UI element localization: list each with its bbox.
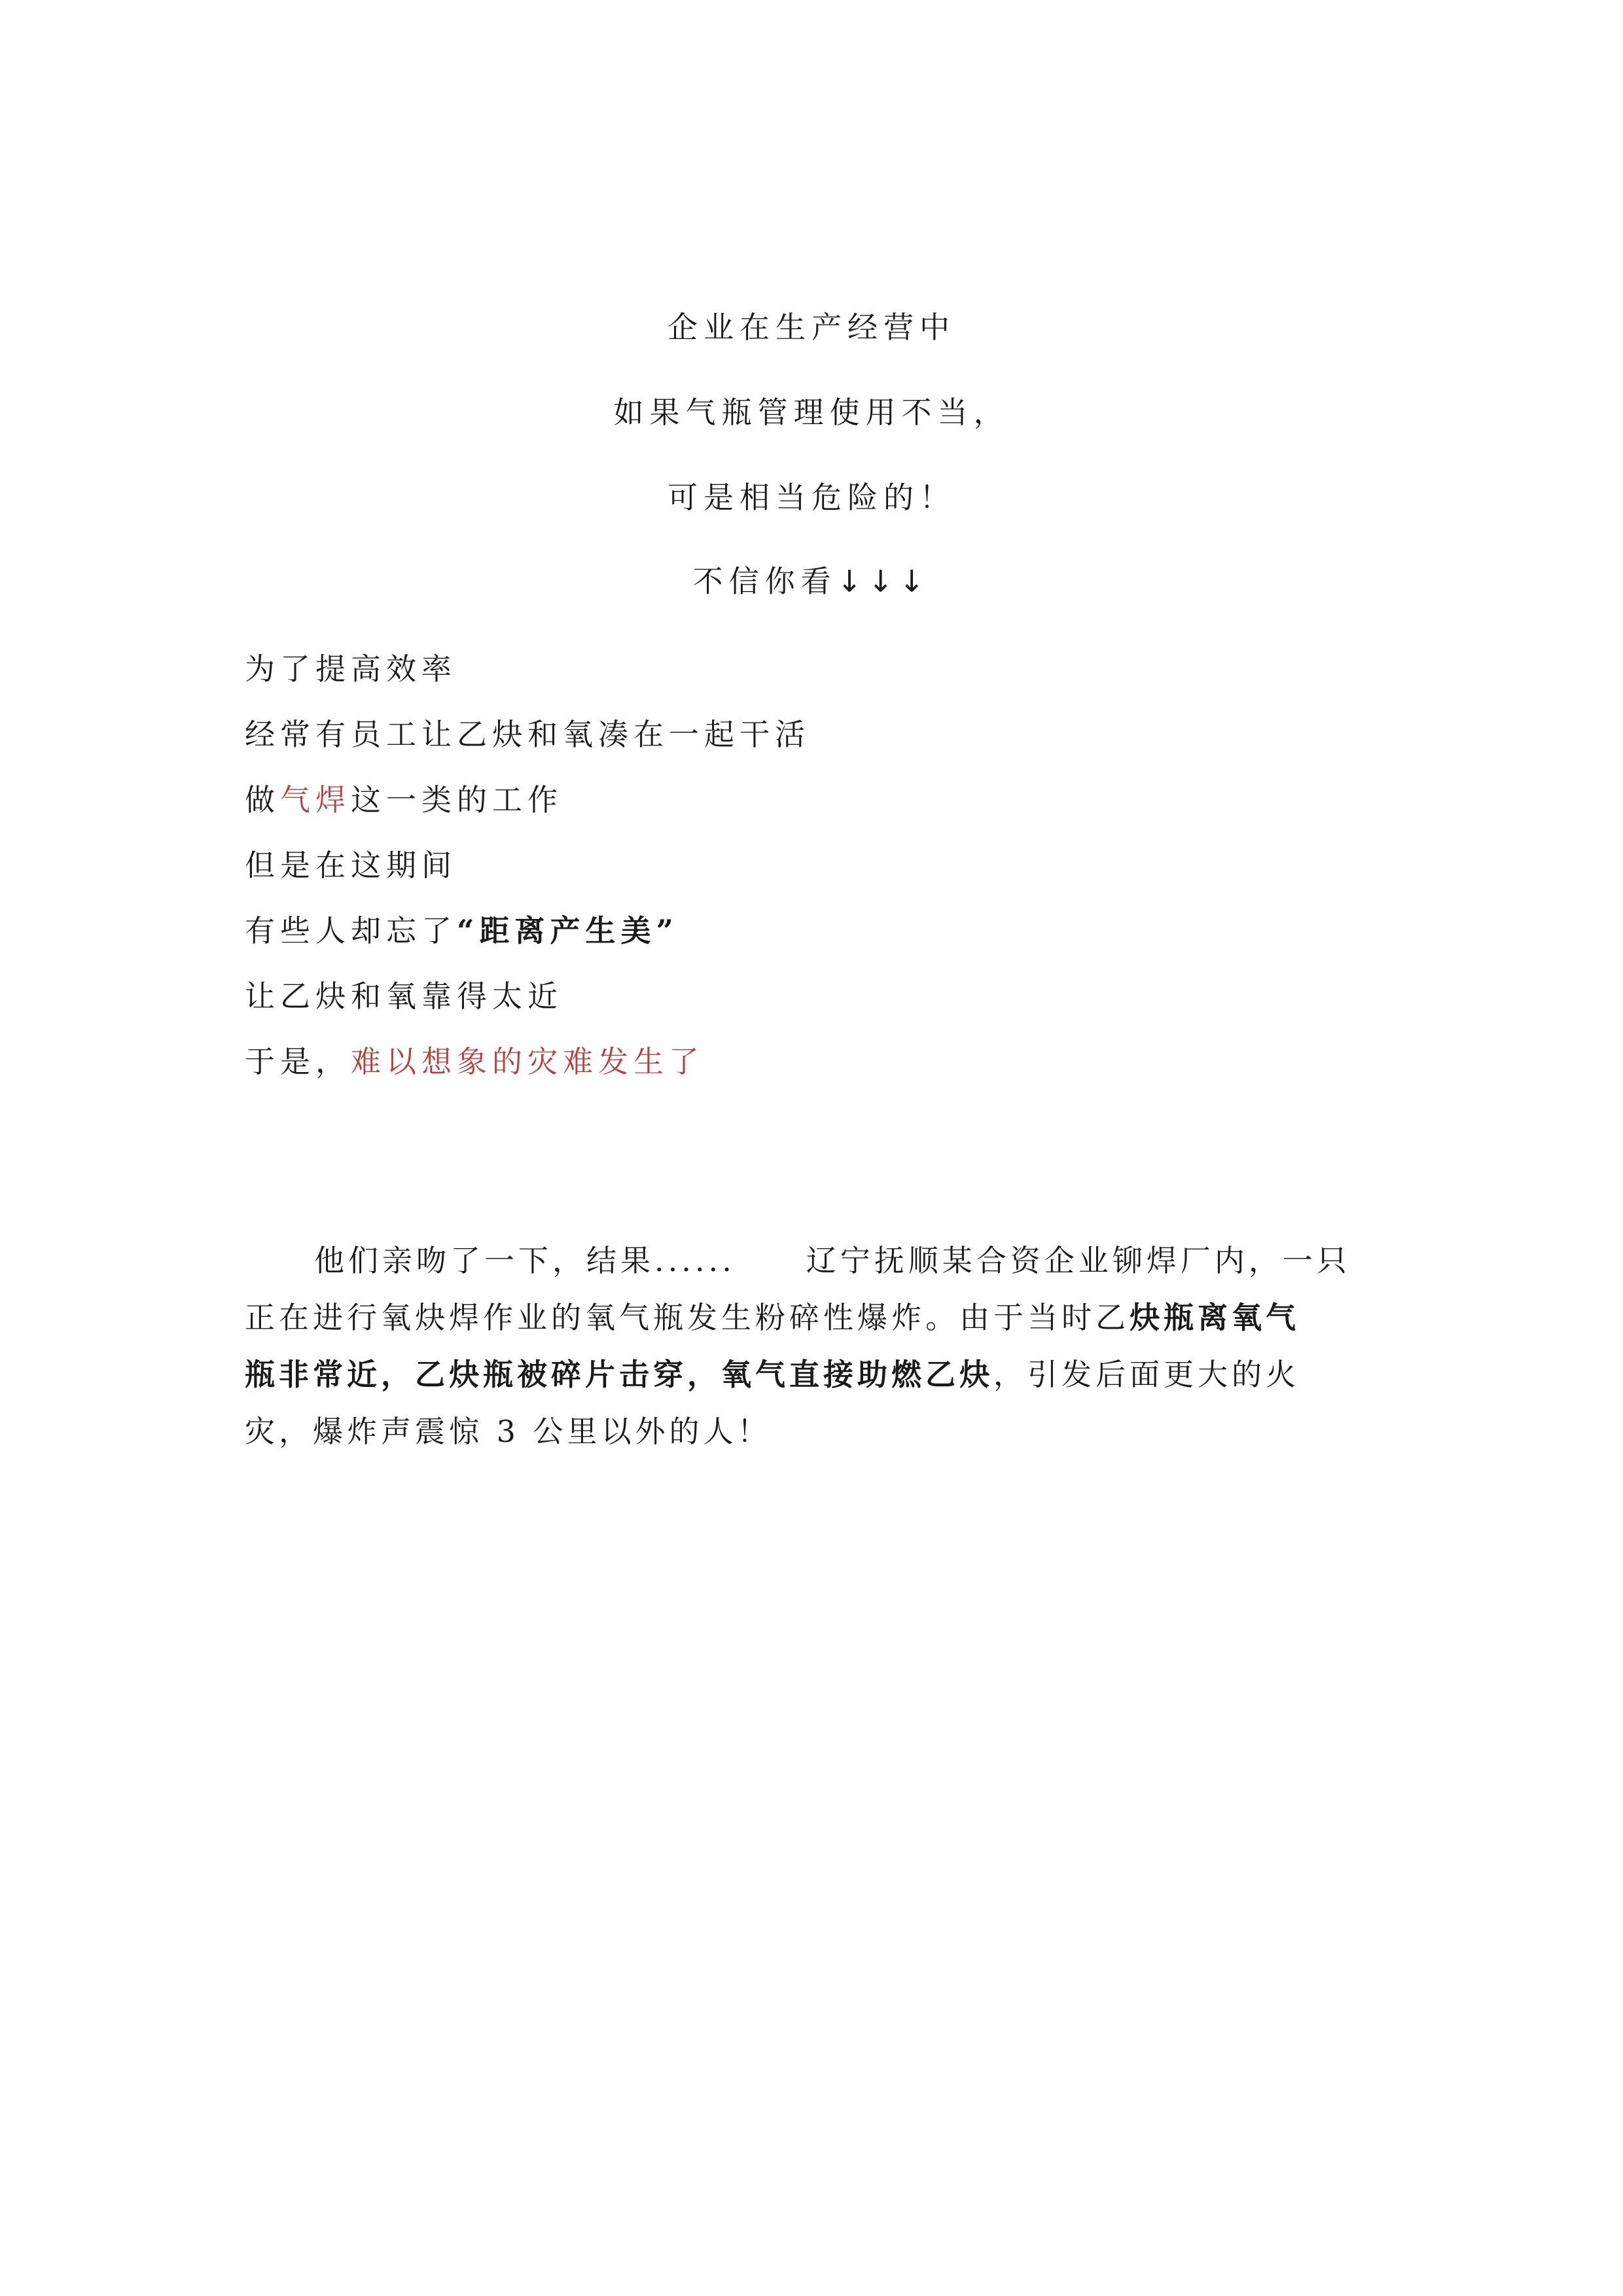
story-line-1 [245, 1241, 1357, 1280]
highlight-gas-welding: 气焊 [280, 782, 351, 817]
story-line-2 [245, 1298, 1357, 1337]
story-line-3-b: ，引发后面更大的火 [993, 1357, 1300, 1392]
verse-line-7 [245, 1042, 704, 1081]
intro-line-4: 不信你看↓↓↓ [692, 564, 931, 599]
verse-line-3-pre: 做 [245, 782, 280, 817]
verse-line-5-quote: “距离产生美” [457, 913, 679, 948]
story-line-3 [245, 1355, 1357, 1394]
verse-line-3 [245, 780, 563, 819]
intro-line-3: 可是相当危险的！ [668, 480, 955, 515]
verse-line-4: 但是在这期间 [245, 848, 457, 883]
verse-line-5-pre: 有些人却忘了 [245, 913, 457, 948]
verse-line-2: 经常有员工让乙炔和氧凑在一起干活 [245, 717, 810, 752]
story-line-3-a: 瓶非常近，乙炔瓶被碎片击穿，氧气直接助燃乙炔 [245, 1357, 993, 1392]
verse-line-5 [245, 911, 679, 950]
verse-line-7-pre: 于是， [245, 1044, 351, 1079]
story-line-4: 灾，爆炸声震惊 3 公里以外的人！ [245, 1414, 772, 1449]
intro-line-2: 如果气瓶管理使用不当， [613, 395, 1010, 430]
intro-line-1: 企业在生产经营中 [668, 310, 955, 345]
story-line-1-a: 他们亲吻了一下，结果...... [314, 1243, 736, 1278]
story-line-2-a: 正在进行氧炔焊作业的氧气瓶发生粉碎性爆炸。由于当时乙 [245, 1300, 1130, 1335]
verse-line-1: 为了提高效率 [245, 651, 457, 687]
verse-line-6: 让乙炔和氧靠得太近 [245, 978, 563, 1014]
verse-line-3-post: 这一类的工作 [351, 782, 563, 817]
story-line-2-b: 炔瓶离氧气 [1130, 1300, 1300, 1335]
story-line-1-b: 辽宁抚顺某合资企业铆焊厂内，一只 [806, 1243, 1351, 1278]
highlight-disaster: 难以想象的灾难发生了 [351, 1044, 704, 1079]
